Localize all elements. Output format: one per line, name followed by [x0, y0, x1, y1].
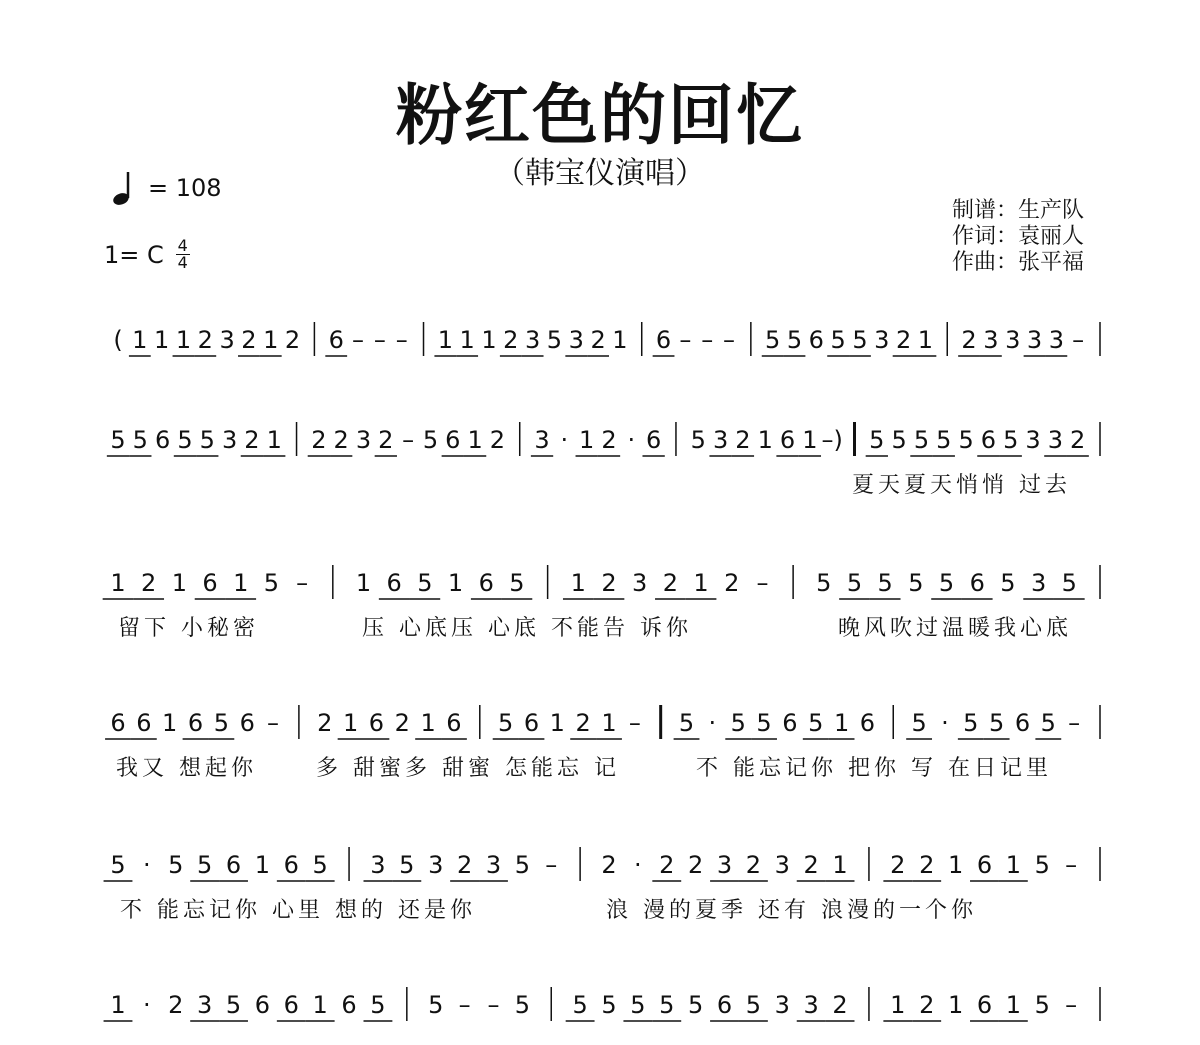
rest-dash: –	[402, 426, 415, 454]
note: 6	[110, 709, 126, 737]
note: 5	[688, 991, 704, 1019]
repeat-sign: ‖	[650, 709, 663, 737]
rest-dash: –	[458, 991, 471, 1019]
credit-lyricist: 作词：袁丽人	[952, 224, 1085, 249]
note: 2	[919, 851, 935, 879]
note: 5	[846, 569, 863, 597]
note: 2	[832, 991, 848, 1019]
note: 5	[514, 851, 530, 879]
note: 1	[947, 851, 964, 879]
note: 2	[961, 326, 977, 354]
note: 6	[368, 709, 385, 737]
note: 1	[233, 569, 249, 597]
note: 2	[601, 569, 617, 597]
note: 5	[199, 426, 215, 454]
note: 1	[171, 569, 188, 597]
note: 6	[254, 991, 271, 1019]
note: 1	[467, 426, 483, 454]
note: 1	[355, 569, 372, 597]
note: 1	[342, 709, 359, 737]
lyric-line: 夏天夏天悄悄 过去	[852, 473, 1071, 498]
note: 6	[283, 851, 299, 879]
note: 5	[263, 569, 280, 597]
note: 6	[341, 991, 357, 1019]
note: 3	[803, 991, 819, 1019]
note: 3	[712, 426, 729, 454]
note: 1	[110, 569, 126, 597]
note: 6	[980, 426, 997, 454]
note: 1	[833, 709, 850, 737]
note: 2	[1070, 426, 1086, 454]
note: 5	[399, 851, 415, 879]
note: 1	[110, 991, 126, 1019]
note: 6	[202, 569, 218, 597]
rest-dash: –	[756, 569, 769, 597]
note: 1	[437, 326, 453, 354]
rest-dash: –	[1065, 991, 1078, 1019]
rest-dash: –	[267, 709, 280, 737]
rest-dash: –	[545, 851, 558, 879]
credit-arranger: 制谱：生产队	[952, 198, 1085, 223]
note: 1	[254, 851, 271, 879]
note: 1	[420, 709, 436, 737]
note: 3	[874, 326, 890, 354]
note: 5	[891, 426, 907, 454]
note: 5	[509, 569, 525, 597]
note: 5	[168, 851, 184, 879]
note: 3	[774, 991, 790, 1019]
note: 3	[485, 851, 502, 879]
note: 5	[816, 569, 832, 597]
note: 5	[197, 851, 213, 879]
rest-dash: –	[1065, 851, 1078, 879]
note: 1	[1005, 851, 1021, 879]
note: 2	[601, 851, 617, 879]
note: 3	[219, 326, 235, 354]
page-subtitle: （韩宝仪演唱）	[495, 156, 705, 191]
note: 1	[1005, 991, 1021, 1019]
note: 2	[168, 991, 184, 1019]
note: 5	[988, 709, 1005, 737]
tempo-value: = 108	[148, 174, 222, 202]
note: 2	[317, 709, 333, 737]
note: 2	[394, 709, 410, 737]
note: 6	[1014, 709, 1031, 737]
lyric-line: 多 甜蜜多 甜蜜 怎能忘 记	[316, 756, 620, 781]
lyric-line: 晚风吹过温暖我心底	[838, 616, 1073, 641]
note: 3	[632, 569, 648, 597]
note: 3	[197, 991, 213, 1019]
rest-dash: –	[352, 326, 365, 354]
note: 2	[141, 569, 157, 597]
note: 2	[688, 851, 704, 879]
note: 5	[963, 709, 979, 737]
rest-dash: –	[628, 709, 641, 737]
note: 2	[890, 851, 906, 879]
note: ·	[143, 851, 151, 879]
note: 6	[859, 709, 876, 737]
note: 2	[333, 426, 349, 454]
note: 5	[370, 991, 386, 1019]
rest-dash: –	[395, 326, 408, 354]
note: 5	[630, 991, 646, 1019]
note: 5	[428, 991, 444, 1019]
note: 2	[503, 326, 519, 354]
rest-dash: –	[487, 991, 500, 1019]
rest-dash: –)	[821, 426, 843, 454]
rest-dash: –	[1068, 709, 1081, 737]
note: 5	[911, 709, 927, 737]
note: ·	[143, 991, 151, 1019]
note: 6	[976, 851, 993, 879]
note: 2	[311, 426, 327, 454]
note: 5	[572, 991, 588, 1019]
note: 5	[678, 709, 695, 737]
note: 1	[612, 326, 628, 354]
time-signature-top: 4	[177, 236, 188, 255]
note: 2	[662, 569, 679, 597]
note: 3	[774, 851, 790, 879]
note: ·	[941, 709, 949, 737]
note: 6	[239, 709, 255, 737]
repeat-sign: ‖:	[840, 426, 861, 454]
note: 1	[579, 426, 595, 454]
note: 5	[110, 851, 126, 879]
note: 5	[422, 426, 439, 454]
note: 3	[1030, 569, 1047, 597]
note: 2	[489, 426, 506, 454]
credits	[952, 198, 1084, 276]
note: 2	[244, 426, 260, 454]
note: 3	[428, 851, 444, 879]
note: 6	[782, 709, 798, 737]
key-label: 1= C	[104, 240, 164, 269]
note: 5	[730, 709, 746, 737]
note: 6	[976, 991, 993, 1019]
key-signature	[104, 238, 190, 271]
note: 5	[765, 326, 781, 354]
note: 5	[908, 569, 924, 597]
note: 5	[417, 569, 433, 597]
notation-staff	[0, 985, 1200, 1045]
note: (	[113, 326, 123, 354]
note: 5	[497, 709, 514, 737]
page-title: 粉红色的回忆	[396, 77, 804, 154]
credit-composer: 作曲：张平福	[952, 250, 1085, 275]
rest-dash: –	[1072, 326, 1085, 354]
note: 3	[524, 326, 541, 354]
note: 6	[645, 426, 662, 454]
note: 1	[481, 326, 497, 354]
note: 1	[570, 569, 586, 597]
note: 6	[808, 326, 824, 354]
note: 6	[283, 991, 299, 1019]
note: ·	[634, 851, 642, 879]
note: 3	[1005, 326, 1021, 354]
note: 5	[877, 569, 893, 597]
note: 1	[447, 569, 464, 597]
note: ·	[708, 709, 717, 737]
note: 2	[735, 426, 751, 454]
note: 1	[757, 426, 773, 454]
note: 5	[1000, 569, 1016, 597]
note: 1	[693, 569, 709, 597]
note: 5	[1034, 991, 1050, 1019]
note: 6	[187, 709, 204, 737]
note: 1	[459, 326, 475, 354]
rest-dash: –	[373, 326, 386, 354]
note: 3	[534, 426, 550, 454]
note: 1	[312, 991, 328, 1019]
note: 5	[132, 426, 148, 454]
note: 5	[1061, 569, 1077, 597]
note: 5	[913, 426, 930, 454]
note: 3	[1047, 426, 1064, 454]
note: 3	[1026, 326, 1043, 354]
note: 3	[370, 851, 386, 879]
note: 3	[983, 326, 999, 354]
note: 1	[601, 709, 617, 737]
note: 5	[690, 426, 706, 454]
lyric-line: 浪 漫的夏季 还有 浪漫的一个你	[606, 898, 977, 923]
notation-row	[0, 985, 1200, 1045]
note: 5	[546, 326, 563, 354]
note: 5	[830, 326, 846, 354]
note: 2	[724, 569, 740, 597]
lyric-line: 留下 小秘密	[118, 616, 259, 641]
lyric-line: 压 心底压 心底 不能告 诉你	[362, 616, 692, 641]
lyric-line: 不 能忘记你 把你 写 在日记里	[696, 756, 1052, 781]
note: 3	[221, 426, 238, 454]
note: 2	[803, 851, 819, 879]
note: 1	[832, 851, 848, 879]
note: 5	[1034, 851, 1050, 879]
note: 5	[756, 709, 772, 737]
note: 1	[132, 326, 148, 354]
note: 6	[136, 709, 152, 737]
note: 5	[1003, 426, 1019, 454]
note: 6	[386, 569, 402, 597]
note: 5	[808, 709, 824, 737]
note: 1	[917, 326, 934, 354]
note: 3	[1048, 326, 1064, 354]
time-signature-bottom: 4	[177, 253, 188, 272]
note: 1	[947, 991, 964, 1019]
note: 2	[659, 851, 675, 879]
lyric-line: 不 能忘记你 心里 想的 还是你	[120, 898, 476, 923]
note: 6	[225, 851, 242, 879]
note: 2	[919, 991, 935, 1019]
note: 5	[110, 426, 126, 454]
tempo-marking	[108, 170, 222, 206]
note: 1	[162, 709, 178, 737]
note: 5	[225, 991, 242, 1019]
note: 5	[514, 991, 530, 1019]
note: 6	[154, 426, 171, 454]
note: ·	[627, 426, 636, 454]
time-signature	[176, 238, 190, 271]
note: 2	[895, 326, 912, 354]
notation-staff	[0, 320, 1200, 380]
quarter-note-icon	[108, 170, 138, 206]
note: 6	[446, 709, 462, 737]
note: 2	[241, 326, 257, 354]
note: 5	[938, 569, 955, 597]
note: 5	[1040, 709, 1056, 737]
note: 2	[590, 326, 606, 354]
note: 3	[568, 326, 584, 354]
note: 6	[478, 569, 494, 597]
note: 2	[378, 426, 394, 454]
note: 6	[716, 991, 733, 1019]
note: 3	[1025, 426, 1041, 454]
note: 1	[802, 426, 818, 454]
note: 1	[266, 426, 282, 454]
note: 1	[263, 326, 279, 354]
note: 1	[175, 326, 192, 354]
note: 6	[969, 569, 985, 597]
note: 6	[523, 709, 540, 737]
note: 2	[456, 851, 473, 879]
rest-dash: –	[701, 326, 714, 354]
note: 5	[958, 426, 974, 454]
note: 1	[154, 326, 170, 354]
notation-row	[0, 320, 1200, 380]
note: 1	[549, 709, 565, 737]
note: 5	[312, 851, 328, 879]
note: 3	[355, 426, 372, 454]
lyric-line: 我又 想起你	[116, 756, 257, 781]
note: 2	[197, 326, 213, 354]
note: 5	[745, 991, 762, 1019]
note: 6	[779, 426, 796, 454]
note: 5	[852, 326, 868, 354]
note: 5	[936, 426, 952, 454]
note: 2	[575, 709, 591, 737]
note: 2	[284, 326, 301, 354]
note: 5	[601, 991, 617, 1019]
note: 1	[890, 991, 906, 1019]
rest-dash: –	[296, 569, 309, 597]
note: 2	[745, 851, 762, 879]
note: 5	[213, 709, 230, 737]
note: 5	[659, 991, 675, 1019]
note: 5	[786, 326, 803, 354]
note: 5	[869, 426, 885, 454]
note: 3	[716, 851, 733, 879]
note: 6	[445, 426, 461, 454]
note: 6	[655, 326, 672, 354]
note: ·	[560, 426, 569, 454]
rest-dash: –	[679, 326, 692, 354]
note: 5	[177, 426, 193, 454]
rest-dash: –	[723, 326, 736, 354]
note: 6	[328, 326, 344, 354]
note: 2	[601, 426, 617, 454]
